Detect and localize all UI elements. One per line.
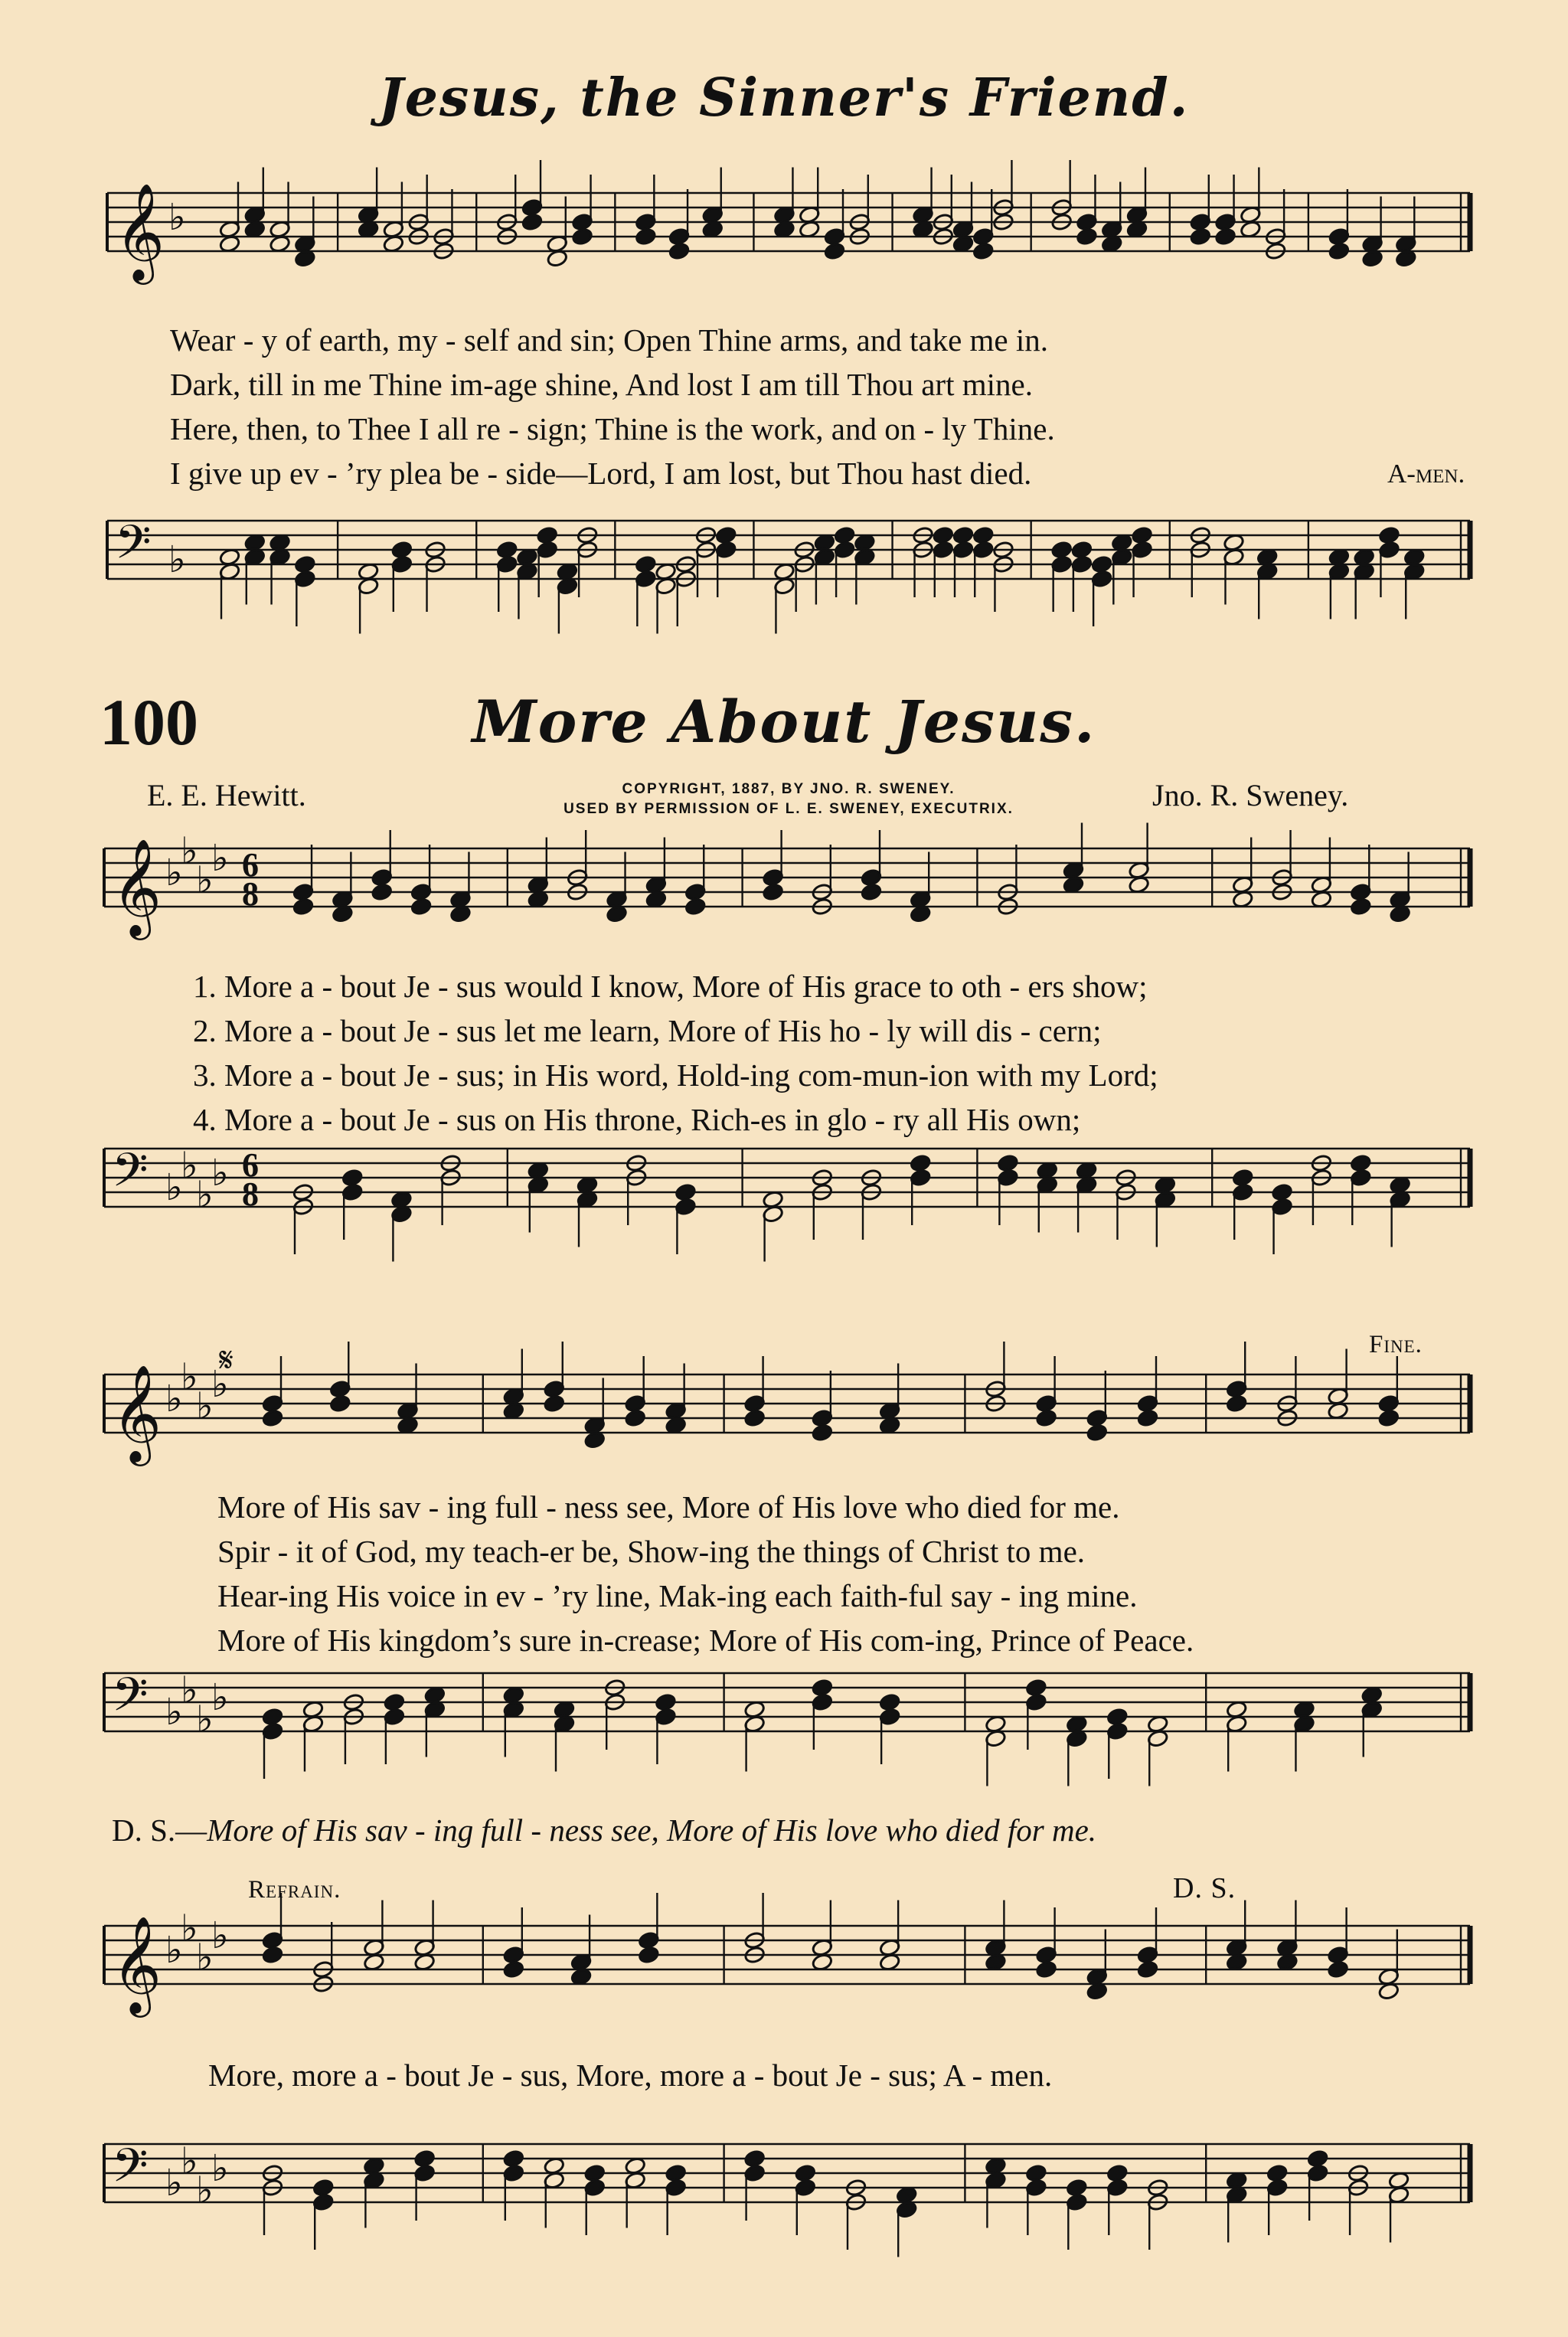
- copyright-line-2: USED BY PERMISSION OF L. E. SWENEY, EXECUTRIX.: [564, 801, 1014, 817]
- bass-staff-top: [0, 505, 1568, 643]
- svg-text:♭: ♭: [211, 1363, 229, 1406]
- svg-text:♭: ♭: [181, 1144, 198, 1188]
- svg-text:8: 8: [242, 875, 259, 913]
- svg-text:𝄞: 𝄞: [112, 838, 162, 936]
- svg-text:♭: ♭: [181, 1907, 198, 1950]
- lyric-verse-2-line-2: Spir - it of God, my teach-er be, Show-ing the things of Christ to me.: [217, 1534, 1086, 1569]
- lyric-refrain: More, more a - bout Je - sus, More, more a - bout Je - sus; A - men.: [208, 2058, 1053, 2093]
- hymn-number: 100: [100, 685, 198, 759]
- svg-text:♭: ♭: [211, 1914, 229, 1957]
- svg-text:♭: ♭: [196, 858, 214, 902]
- svg-text:𝄢: 𝄢: [112, 1668, 149, 1734]
- staff-engraving: [104, 1893, 1470, 2018]
- da-segno-label: D. S.—: [112, 1812, 207, 1848]
- da-segno-lyric: More of His sav - ing full - ness see, More of His love who died for me.: [207, 1812, 1097, 1848]
- svg-text:♭: ♭: [181, 1355, 198, 1399]
- copyright-notice: [459, 780, 1118, 819]
- treble-staff-refrain: [0, 1907, 1568, 2048]
- svg-text:♭: ♭: [211, 1676, 229, 1719]
- svg-text:♭: ♭: [211, 1152, 229, 1195]
- svg-text:♭: ♭: [181, 829, 198, 873]
- hymn-title: More About Jesus.: [472, 688, 1096, 756]
- bass-staff-refrain: [0, 2129, 1568, 2282]
- svg-text:♭: ♭: [196, 1936, 214, 1979]
- lyric-verse-4-line-1: 4. More a - bout Je - sus on His throne, Rich-es in glo - ry all His own;: [193, 1102, 1081, 1137]
- svg-text:♭: ♭: [196, 1698, 214, 1741]
- bass-staff-system-1: [0, 1133, 1568, 1302]
- svg-text:♭: ♭: [196, 1173, 214, 1217]
- svg-text:♭: ♭: [211, 837, 229, 880]
- svg-text:8: 8: [242, 1175, 259, 1213]
- da-segno-line: [112, 1812, 1096, 1848]
- staff-engraving: [104, 1143, 1470, 1262]
- lyric-verse-3-line-1: 3. More a - bout Je - sus; in His word, Hold-ing com-mun-ion with my Lord;: [193, 1057, 1158, 1093]
- ds-marker: D. S.: [1173, 1872, 1236, 1904]
- svg-text:♭: ♭: [196, 2169, 214, 2212]
- lyric-verse-1-line-1: 1. More a - bout Je - sus would I know, More of His grace to oth - ers show;: [193, 969, 1148, 1004]
- svg-text:♭: ♭: [168, 538, 186, 581]
- treble-staff-top: [0, 178, 1568, 315]
- staff-engraving: [104, 823, 1470, 941]
- treble-staff-system-1: [0, 829, 1568, 971]
- svg-text:6: 6: [242, 1146, 259, 1184]
- lyric-verse-3-line-2: Hear-ing His voice in ev - ’ry line, Mak-ing each faith-ful say - ing mine.: [217, 1578, 1138, 1613]
- svg-text:♭: ♭: [211, 2147, 229, 2190]
- svg-text:𝄢: 𝄢: [112, 2139, 149, 2205]
- lyric-top-verse-1: Wear - y of earth, my - self and sin; Open Thine arms, and take me in.: [170, 322, 1048, 358]
- staff-engraving: [104, 2139, 1470, 2257]
- svg-text:♭: ♭: [165, 1929, 183, 1972]
- svg-text:♭: ♭: [165, 1691, 183, 1734]
- svg-text:𝄞: 𝄞: [115, 182, 165, 280]
- svg-text:♭: ♭: [165, 1166, 183, 1209]
- refrain-label: Refrain.: [248, 1876, 341, 1904]
- lyric-verse-2-line-1: 2. More a - bout Je - sus let me learn, More of His ho - ly will dis - cern;: [193, 1013, 1102, 1048]
- copyright-line-1: COPYRIGHT, 1887, BY JNO. R. SWENEY.: [622, 781, 956, 797]
- staff-engraving: [107, 160, 1470, 285]
- lyric-verse-1-line-2: More of His sav - ing full - ness see, More of His love who died for me.: [217, 1489, 1120, 1525]
- svg-text:♭: ♭: [165, 2162, 183, 2205]
- svg-text:6: 6: [242, 846, 259, 884]
- staff-engraving: [107, 515, 1470, 634]
- amen-top: A-men.: [1387, 459, 1465, 489]
- svg-text:♭: ♭: [165, 851, 183, 894]
- bass-staff-system-2: [0, 1658, 1568, 1796]
- svg-text:𝄞: 𝄞: [112, 1364, 162, 1462]
- fine-marker: Fine.: [1369, 1331, 1423, 1358]
- svg-text:𝄞: 𝄞: [112, 1915, 162, 2013]
- svg-text:𝄢: 𝄢: [112, 1143, 149, 1209]
- svg-text:♭: ♭: [168, 196, 186, 239]
- lyric-top-verse-3: Here, then, to Thee I all re - sign; Thine is the work, and on - ly Thine.: [170, 411, 1055, 446]
- lyric-top-verse-4: I give up ev - ’ry plea be - side—Lord, I am lost, but Thou hast died.: [170, 456, 1032, 491]
- svg-text:𝄢: 𝄢: [115, 515, 152, 581]
- svg-text:𝄋: 𝄋: [219, 1341, 234, 1380]
- staff-engraving: [104, 1341, 1470, 1466]
- lyric-top-verse-2: Dark, till in me Thine im-age shine, And lost I am till Thou art mine.: [170, 367, 1033, 402]
- composer: Jno. R. Sweney.: [1152, 778, 1349, 812]
- staff-engraving: [104, 1668, 1470, 1786]
- hymn-title-top: Jesus, the Sinner's Friend.: [378, 67, 1190, 129]
- svg-text:♭: ♭: [196, 1384, 214, 1428]
- lyricist: E. E. Hewitt.: [147, 778, 306, 812]
- lyric-verse-4-line-2: More of His kingdom’s sure in-crease; More of His com-ing, Prince of Peace.: [217, 1623, 1194, 1658]
- svg-text:♭: ♭: [181, 2139, 198, 2183]
- svg-text:♭: ♭: [165, 1378, 183, 1420]
- svg-text:♭: ♭: [181, 1669, 198, 1712]
